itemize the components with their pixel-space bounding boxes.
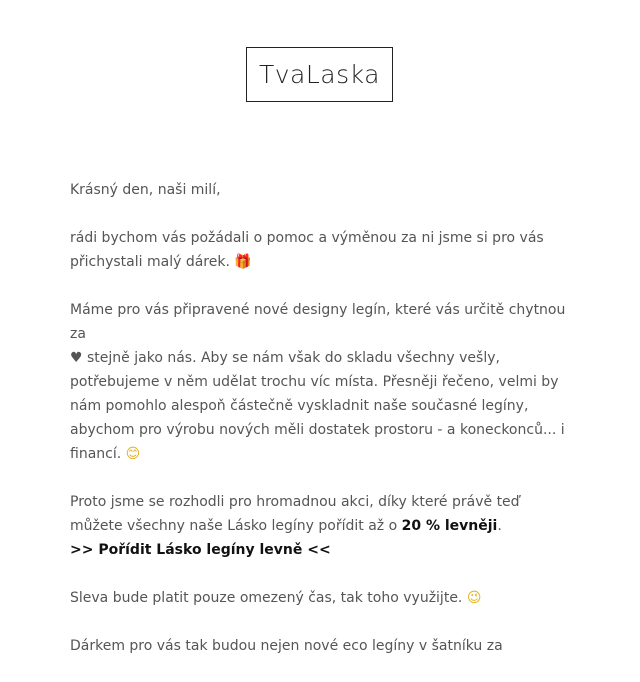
discount-highlight: 20 % levněji: [401, 518, 498, 534]
greeting: Krásný den, naši milí,: [70, 182, 221, 198]
paragraph-offer: Proto jsme se rozhodli pro hromadnou akci, díky které právě teď můžete všechny naše Lásko legíny pořídit až o 20 % levněji. >> Pořídit Lásko legíny levně <<: [70, 494, 520, 558]
brand-logo-text: TvaLaska: [258, 60, 381, 89]
brand-logo[interactable]: [246, 47, 393, 102]
gift-icon: 🎁: [234, 254, 252, 270]
email-body: [70, 178, 570, 682]
paragraph-designs: Máme pro vás připravené nové designy legín, které vás určitě chytnou za ♥ stejně jako nás. Aby se nám však do skladu všechny vešly, potřebujeme v něm udělat trochu víc místa. Přesněji řečeno, velmi by nám pomohlo alespoň částečně vyskladnit naše současné legíny, abychom pro výrobu nových měli dostatek prostoru - a koneckonců... i financí. 😊: [70, 302, 566, 462]
wink-icon: 😉: [466, 590, 482, 606]
smile-icon: 😊: [125, 446, 141, 462]
cta-link[interactable]: >> Pořídit Lásko legíny levně <<: [70, 542, 331, 558]
paragraph-gift: Dárkem pro vás tak budou nejen nové eco legíny v šatníku za: [70, 638, 503, 654]
paragraph-limited: Sleva bude platit pouze omezený čas, tak toho využijte. 😉: [70, 590, 482, 606]
heart-icon: ♥: [70, 350, 83, 366]
paragraph-intro: rádi bychom vás požádali o pomoc a výměnou za ni jsme si pro vás přichystali malý dárek. 🎁: [70, 230, 544, 270]
